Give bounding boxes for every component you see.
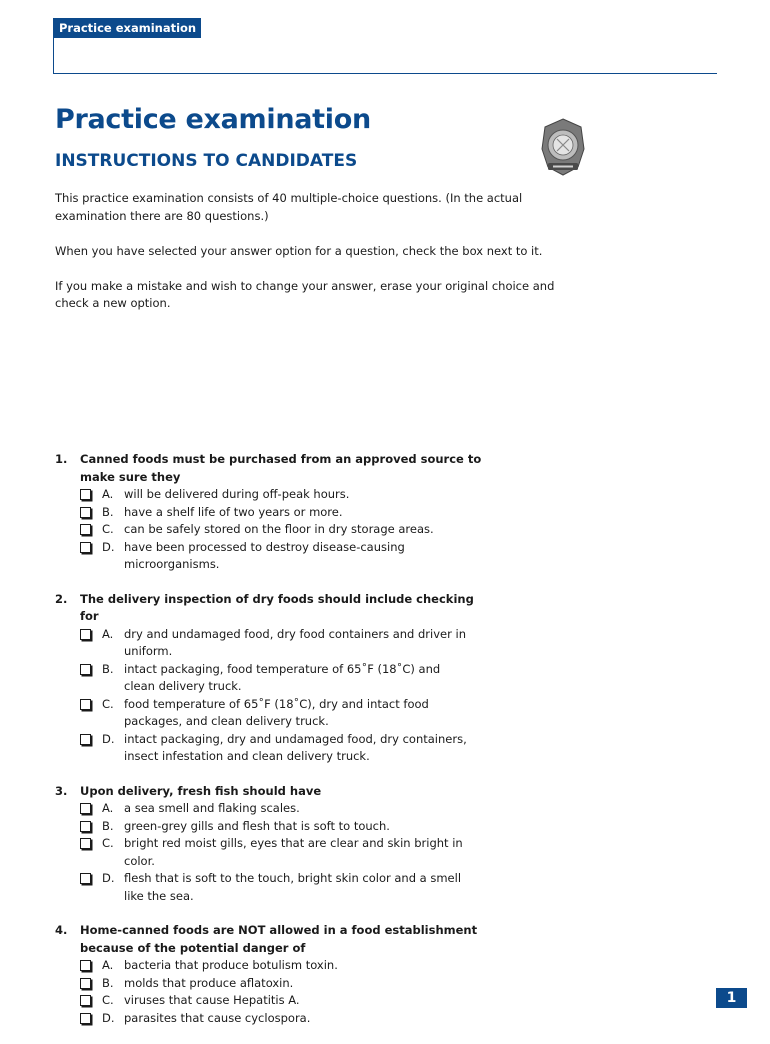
intro-paragraph: If you make a mistake and wish to change your answer, erase your original choice and check a new option. [55,278,555,310]
option-letter: B. [102,504,114,519]
option-d [80,1010,615,1028]
answer-checkbox[interactable] [80,699,91,710]
option-letter: C. [102,522,114,536]
option-text: have a shelf life of two years or more. [124,504,343,519]
option-text: green-grey gills and flesh that is soft to touch. [124,818,390,833]
answer-checkbox[interactable] [80,838,91,849]
answer-checkbox[interactable] [80,629,91,640]
option-b [80,504,615,522]
option-letter: C. [102,696,114,711]
option-letter: D. [102,539,115,554]
option-letter: A. [102,801,114,815]
page-number: 1 [716,988,747,1008]
answer-checkbox[interactable] [80,803,91,814]
option-letter: A. [102,626,114,641]
question-text: Home-canned foods are NOT allowed in a food establishment because of the potential danger of [80,923,478,955]
option-b [80,975,615,993]
intro-paragraph: When you have selected your answer option for a question, check the box next to it. [55,243,543,258]
page-title: Practice examination [55,104,371,135]
answer-checkbox[interactable] [80,734,91,745]
option-text: bacteria that produce botulism toxin. [124,958,338,972]
option-a [80,957,615,975]
question-3 [55,783,615,906]
header-tab: Practice examination [53,18,201,38]
question-4 [55,922,615,1027]
intro-paragraph: This practice examination consists of 40 multiple-choice questions. (In the actual examination there are 80 questions.) [55,191,523,223]
option-text: food temperature of 65˚F (18˚C), dry and intact food packages, and clean delivery truck. [124,696,429,728]
answer-checkbox[interactable] [80,960,91,971]
answer-checkbox[interactable] [80,489,91,500]
option-c [80,696,615,731]
option-text: molds that produce aflatoxin. [124,975,294,990]
option-b [80,818,615,836]
answer-checkbox[interactable] [80,821,91,832]
option-letter: C. [102,836,114,850]
question-text: Canned foods must be purchased from an approved source to make sure they [80,452,482,484]
option-letter: D. [102,1010,115,1025]
option-c [80,835,615,870]
option-text: dry and undamaged food, dry food containers and driver in uniform. [124,626,466,658]
question-text: The delivery inspection of dry foods should include checking for [80,591,474,623]
header-divider-horizontal [53,73,717,74]
option-text: can be safely stored on the floor in dry storage areas. [124,522,434,536]
instructions-heading: INSTRUCTIONS TO CANDIDATES [55,151,358,171]
answer-checkbox[interactable] [80,1013,91,1024]
answer-checkbox[interactable] [80,524,91,535]
option-a [80,626,615,661]
option-text: intact packaging, food temperature of 65˚F (18˚C) and clean delivery truck. [124,661,441,693]
option-text: have been processed to destroy disease-causing microorganisms. [124,539,405,571]
answer-checkbox[interactable] [80,978,91,989]
question-number: 2. [55,591,68,606]
question-number: 3. [55,783,68,798]
option-letter: A. [102,487,114,501]
answer-checkbox[interactable] [80,507,91,518]
option-letter: B. [102,818,114,833]
answer-checkbox[interactable] [80,664,91,675]
option-text: will be delivered during off-peak hours. [124,487,350,501]
question-list [55,451,615,1044]
option-c [80,992,615,1010]
question-number: 1. [55,452,68,466]
option-a [80,486,615,504]
instructions-text [55,190,575,330]
option-c [80,521,615,539]
option-text: parasites that cause cyclospora. [124,1010,311,1025]
option-letter: B. [102,975,114,990]
option-b [80,661,615,696]
certification-seal-icon [538,117,588,179]
option-d [80,539,615,574]
question-1 [55,451,615,574]
answer-checkbox[interactable] [80,995,91,1006]
header-divider-vertical [53,38,54,73]
option-letter: C. [102,993,114,1007]
question-2 [55,591,615,766]
answer-checkbox[interactable] [80,873,91,884]
answer-checkbox[interactable] [80,542,91,553]
option-letter: A. [102,958,114,972]
option-a [80,800,615,818]
option-d [80,731,615,766]
option-text: intact packaging, dry and undamaged food, dry containers, insect infestation and clean delivery truck. [124,731,467,763]
option-letter: D. [102,731,115,746]
question-number: 4. [55,923,68,937]
option-text: flesh that is soft to the touch, bright skin color and a smell like the sea. [124,871,462,903]
option-text: bright red moist gills, eyes that are clear and skin bright in color. [124,836,463,868]
option-d [80,870,615,905]
option-text: viruses that cause Hepatitis A. [124,993,300,1007]
question-text: Upon delivery, fresh fish should have [80,783,322,798]
option-text: a sea smell and flaking scales. [124,801,300,815]
option-letter: D. [102,871,115,885]
option-letter: B. [102,661,114,676]
